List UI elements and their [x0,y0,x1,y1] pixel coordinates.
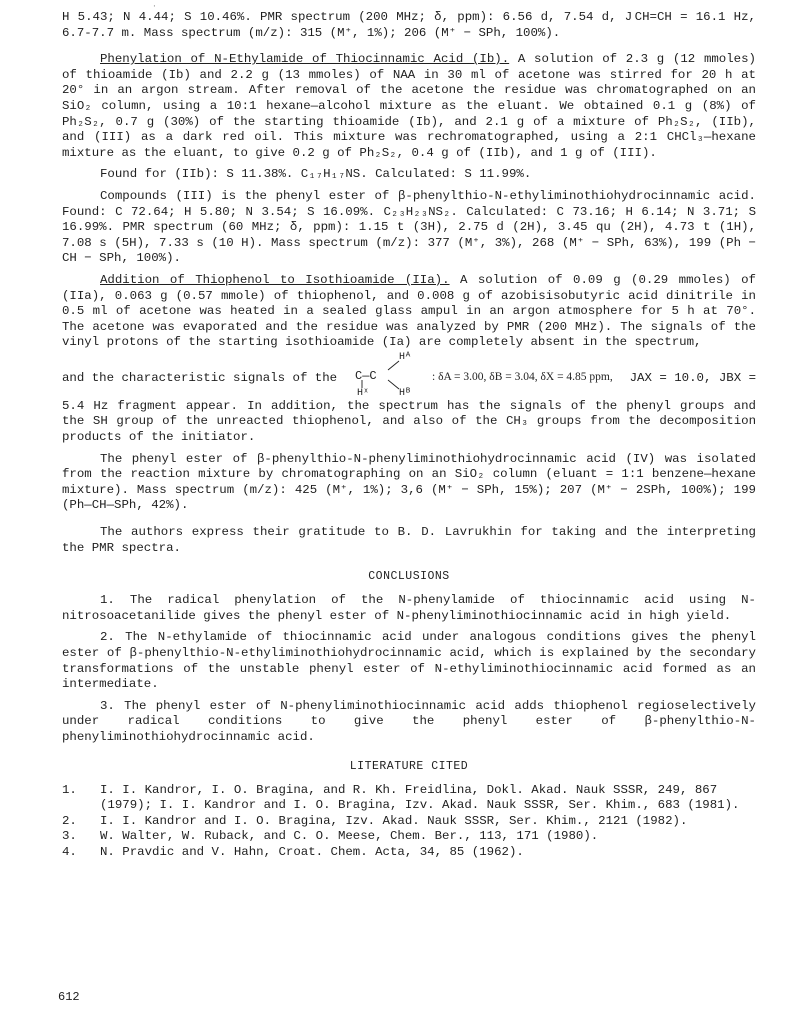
stray-mark: · [152,2,157,11]
continued-analysis: H 5.43; N 4.44; S 10.46%. PMR spectrum (200 MHz; δ, ppm): 6.56 d, 7.54 d, J CH=CH = 16.1 Hz, 6.7-7.7 m. Mass spectrum (m/z): 315 (M⁺, 1%); 206 (M⁺ − SPh, 100%). [62,10,756,40]
fragment-cc: C—C [355,368,377,383]
paragraph-thiophenol-addition [62,273,756,351]
pmr-fragment-line [62,353,756,399]
paragraph-after-fragment: 5.4 Hz fragment appear. In addition, the spectrum has the signals of the phenyl groups and the SH group of the unreacted thiophenol, and also of the CH₃ groups from the decomposition products of the initiator. [62,398,756,445]
conclusion-item: 3. The phenyl ester of N-phenyliminothiocinnamic acid adds thiophenol regioselectively under radical conditions to give the phenyl ester of β-phenylthio-N-phenyliminothiohydrocinnamic acid. [62,698,756,744]
section-text-ib: A solution of 2.3 g (12 mmoles) of thioamide (Ib) and 2.2 g (13 mmoles) of NAA in 30 ml of acetone was stirred for 20 h at 20° in an argon stream. After removal of the acetone the residue was chromatographed on an SiO₂ column, using a 10:1 hexane—alcohol mixture as the eluant. We obtained 0.1 g (8%) of Ph₂S₂, 0.7 g (30%) of the starting thioamide (Ib), and 2.1 g of a mixture of Ph₂S₂, (IIb), and (III) as a dark red oil. This mixture was rechromatographed, using a 2:1 CHCl₃—hexane mixture as the eluant, to give 0.2 g of Ph₂S₂, 0.4 g of (IIb), and 1 g of (III). [62,52,756,160]
reference-text: N. Pravdic and V. Hahn, Croat. Chem. Acta, 34, 85 (1962). [100,844,524,859]
acknowledgment: The authors express their gratitude to B. D. Lavrukhin for taking and the interpreting the PMR spectra. [62,525,756,555]
fragment-ha: Hᴬ [399,351,412,363]
chemical-shifts: : δA = 3.00, δB = 3.04, δX = 4.85 ppm, [432,370,613,383]
section-title-iia: Addition of Thiophenol to Isothioamide (IIa). [100,272,450,287]
reference-number: 4. [62,844,77,859]
section-title-ib: Phenylation of N-Ethylamide of Thiocinnamic Acid (Ib). [100,52,510,67]
reference-text: I. I. Kandror, I. O. Bragina, and R. Kh. Freidlina, Dokl. Akad. Nauk SSSR, 249, 867 (1979); I. I. Kandror and I. O. Bragina, Izv. Akad. Nauk SSSR, Ser. Khim., 683 (1981). [100,782,740,813]
conclusions-heading: CONCLUSIONS [368,570,450,584]
paragraph-compound-iii: Compounds (III) is the phenyl ester of β-phenylthio-N-ethyliminothiohydrocinnamic acid. Found: C 72.64; H 5.80; N 3.54; S 16.09%. C₂₃H₂₃NS₂. Calculated: C 73.16; H 6.14; N 3.71; S 16.99%. PMR spectrum (60 MHz; δ, ppm): 1.15 t (3H), 2.75 d (2H), 3.45 qu (2H), 4.73 t (1H), 7.08 s (5H), 7.33 s (10 H). Mass spectrum (m/z): 377 (M⁺, 3%), 268 (M⁺ − SPh, 63%), 199 (Ph − CH − SPh, 100%). [62,188,756,266]
fragment-hb: Hᴮ [399,387,412,399]
fragment-hx: Hˣ [357,387,370,399]
reference-item [62,814,756,830]
reference-item [62,829,756,845]
reference-text: I. I. Kandror and I. O. Bragina, Izv. Akad. Nauk SSSR, Ser. Khim., 2121 (1982). [100,813,688,828]
fragment-structure [355,353,425,399]
section-text-iia: A solution of 0.09 g (0.29 mmoles) of (IIa), 0.063 g (0.57 mmole) of thiophenol, and 0.008 g of azobisisobutyric acid dinitrile in 0.5 ml of acetone was heated in a sealed glass ampul in an argon atmosphere for 5 h at 70°. The acetone was evaporated and the residue was analyzed by PMR (200 MHz). The signals of the vinyl protons of the starting isothioamide (Ia) are completely absent in the spectrum, [62,272,756,350]
literature-heading: LITERATURE CITED [349,759,469,773]
reference-number: 3. [62,829,77,844]
reference-number: 1. [62,782,77,797]
conclusion-item: 2. The N-ethylamide of thiocinnamic acid under analogous conditions gives the phenyl ester of β-phenylthio-N-ethyliminothiohydrocinnamic acid, which is explained by the secondary transformations of the unstable phenyl ester of N-ethyliminothiocinnamic acid formed as an intermediate. [62,630,756,692]
math-lead-text: and the characteristic signals of the [62,370,338,385]
conclusion-item: 1. The radical phenylation of the N-phenylamide of thiocinnamic acid using N-nitrosoacetanilide gives the phenyl ester of N-phenyliminothiocinnamic acid in high yield. [62,593,756,623]
paper-page [62,10,756,861]
paragraph-compound-iv: The phenyl ester of β-phenylthio-N-phenyliminothiohydrocinnamic acid (IV) was isolated from the reaction mixture by chromatographing on an SiO₂ column (eluant = 1:1 benzene—hexane mixture). Mass spectrum (m/z): 425 (M⁺, 1%); 3,6 (M⁺ − SPh, 15%); 207 (M⁺ − 2SPh, 100%); 199 (Ph—CH—SPh, 42%). [62,451,756,513]
reference-item [62,783,756,814]
paragraph-phenylation-ib [62,52,756,161]
page-number: 612 [58,990,80,1004]
reference-text: W. Walter, W. Ruback, and C. O. Meese, Chem. Ber., 113, 171 (1980). [100,829,599,844]
coupling-constants: JAX = 10.0, JBX = [629,370,756,385]
reference-number: 2. [62,813,77,828]
reference-item [62,845,756,861]
found-iib: Found for (IIb): S 11.38%. C₁₇H₁₇NS. Calculated: S 11.99%. [100,167,532,182]
reference-list [62,783,756,861]
